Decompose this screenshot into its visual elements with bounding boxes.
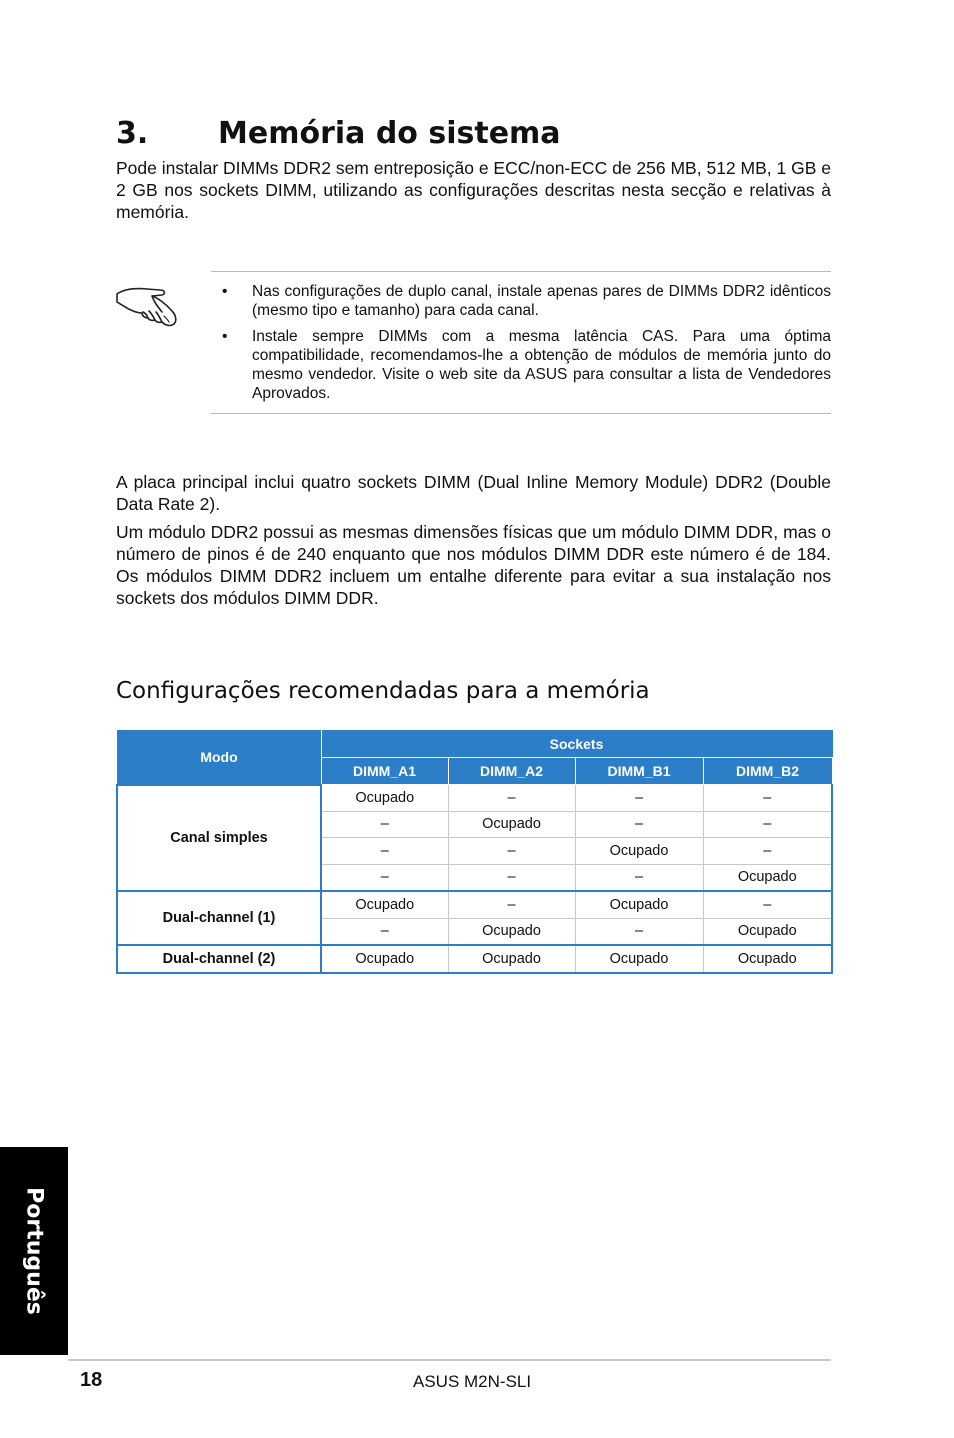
bullet: •	[222, 328, 228, 345]
pointing-hand-icon	[114, 280, 180, 328]
header-mode: Modo	[117, 731, 321, 785]
table-cell: –	[703, 785, 832, 812]
table-cell: –	[575, 785, 703, 812]
table-cell: Ocupado	[448, 918, 575, 945]
table-cell: –	[703, 891, 832, 918]
mode-cell: Dual-channel (2)	[117, 945, 321, 973]
table-cell: –	[448, 891, 575, 918]
table-cell: Ocupado	[448, 945, 575, 973]
page-number: 18	[80, 1369, 103, 1391]
note-list	[222, 282, 831, 410]
table-cell: Ocupado	[575, 838, 703, 865]
footer-product: ASUS M2N-SLI	[413, 1372, 532, 1391]
note-top-rule	[211, 271, 831, 272]
header-dimm-a2: DIMM_A2	[448, 758, 575, 785]
table-cell: –	[321, 864, 448, 891]
language-label: Português	[21, 1187, 47, 1315]
table-cell: –	[703, 838, 832, 865]
table-cell: –	[575, 918, 703, 945]
note-bottom-rule	[211, 413, 831, 414]
table-cell: –	[321, 918, 448, 945]
table-row	[117, 785, 832, 812]
table-cell: –	[703, 811, 832, 838]
header-dimm-b1: DIMM_B1	[575, 758, 703, 785]
table-cell: Ocupado	[703, 864, 832, 891]
table-cell: –	[448, 785, 575, 812]
header-dimm-b2: DIMM_B2	[703, 758, 832, 785]
body-paragraph-2: Um módulo DDR2 possui as mesmas dimensões físicas que um módulo DIMM DDR, mas o número de pinos é de 240 enquanto que nos módulos DIMM DDR este número é de 184. Os módulos DIMM DDR2 incluem um entalhe diferente para evitar a sua instalação nos sockets dos módulos DIMM DDR.	[116, 522, 831, 608]
intro-paragraph: Pode instalar DIMMs DDR2 sem entreposição e ECC/non-ECC de 256 MB, 512 MB, 1 GB e 2 GB nos sockets DIMM, utilizando as configurações descritas nesta secção e relativas à memória.	[116, 158, 831, 222]
table-cell: Ocupado	[321, 891, 448, 918]
table-cell: Ocupado	[575, 891, 703, 918]
header-dimm-a1: DIMM_A1	[321, 758, 448, 785]
section-number: 3.	[116, 116, 149, 151]
mode-cell: Dual-channel (1)	[117, 891, 321, 945]
table-cell: –	[448, 838, 575, 865]
page-title	[116, 114, 561, 154]
table-cell: –	[575, 864, 703, 891]
note-item: • Nas configurações de duplo canal, instale apenas pares de DIMMs DDR2 idênticos (mesmo tipo e tamanho) para cada canal.	[222, 283, 831, 319]
body-paragraph-1: A placa principal inclui quatro sockets DIMM (Dual Inline Memory Module) DDR2 (Double Data Rate 2).	[116, 472, 831, 514]
table-cell: –	[321, 811, 448, 838]
bullet: •	[222, 283, 228, 300]
table-cell: Ocupado	[703, 945, 832, 973]
table-cell: Ocupado	[321, 785, 448, 812]
table-cell: –	[575, 811, 703, 838]
table-cell: –	[321, 838, 448, 865]
memory-config-table	[116, 730, 833, 974]
footer-rule	[68, 1359, 831, 1361]
mode-cell: Canal simples	[117, 785, 321, 892]
header-sockets: Sockets	[321, 731, 832, 758]
section-title-text: Memória do sistema	[218, 116, 561, 151]
table-cell: Ocupado	[703, 918, 832, 945]
section-heading: Configurações recomendadas para a memória	[116, 678, 650, 704]
table-cell: Ocupado	[448, 811, 575, 838]
table-row	[117, 945, 832, 973]
language-side-tab	[0, 1147, 68, 1355]
table-cell: Ocupado	[321, 945, 448, 973]
note-item: • Instale sempre DIMMs com a mesma latência CAS. Para uma óptima compatibilidade, recomendamos-lhe a obtenção de módulos de memória junto do mesmo vendedor. Visite o web site da ASUS para consultar a lista de Vendedores Aprovados.	[222, 328, 831, 402]
table-row	[117, 891, 832, 918]
table-cell: –	[448, 864, 575, 891]
table-cell: Ocupado	[575, 945, 703, 973]
